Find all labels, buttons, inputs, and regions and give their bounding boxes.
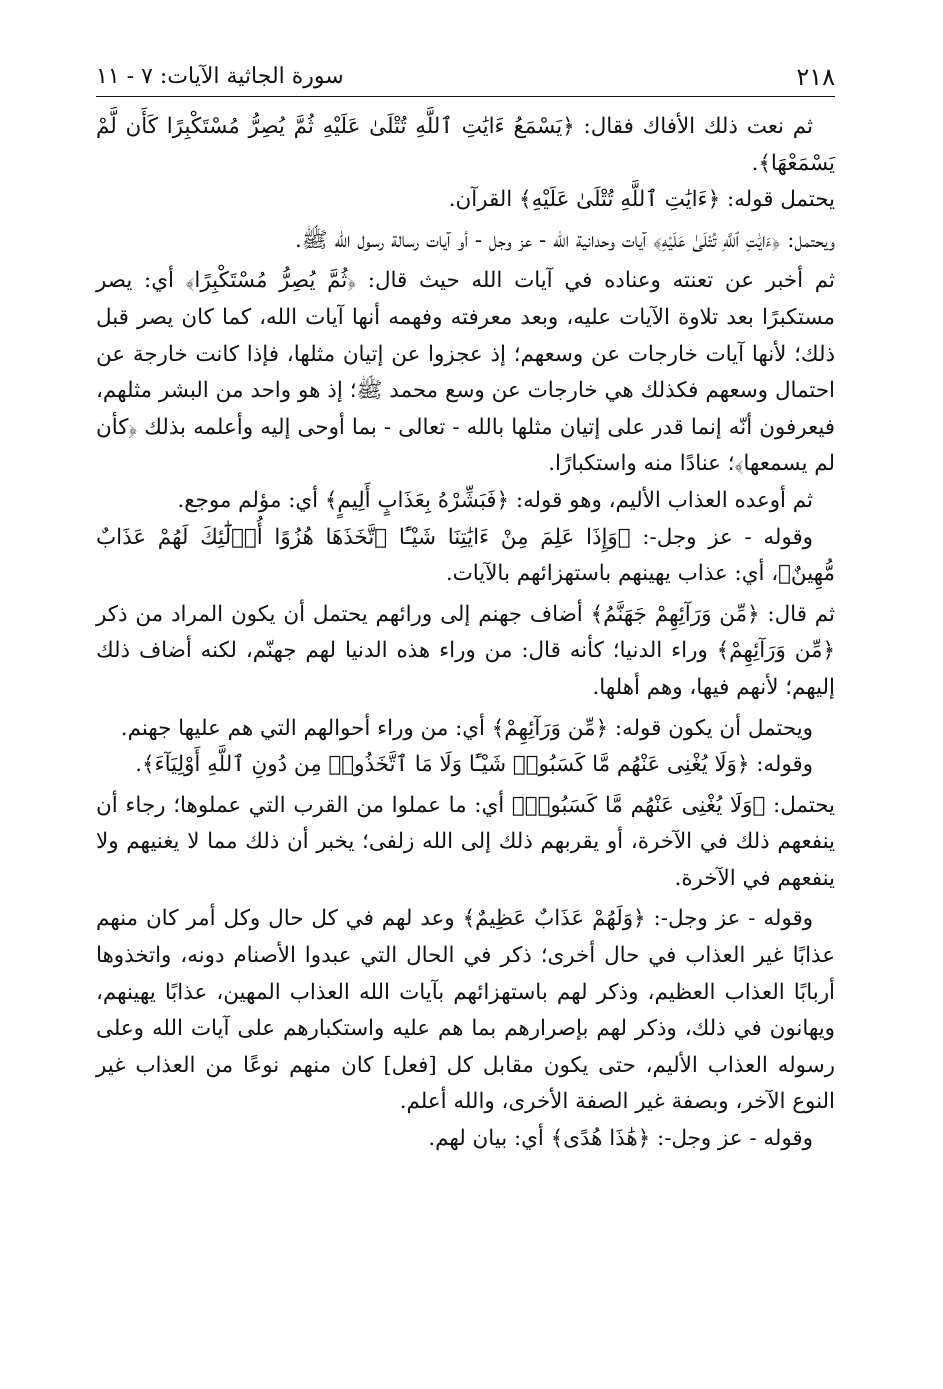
running-title: سورة الجاثية الآيات: ٧ - ١١: [96, 64, 344, 89]
page-header: [96, 58, 835, 92]
paragraph: ويحتمل أن يكون قوله: ﴿مِّن وَرَآئِهِمْ﴾ أي: من وراء أحوالهم التي هم عليها جهنم.: [120, 715, 813, 741]
paragraph: يحتمل: ﴿وَلَا يُغْنِى عَنْهُم مَّا كَسَبُوا۟﴾ أي: ما عملوا من القرب التي عملوها؛ رجاء أن ينفعهم ذلك في الآخرة، أو يقربهم ذلك إلى الله زلفى؛ يخبر أن ذلك مما لا يغنيهم ولا ينفعهم في الآخرة.: [96, 792, 835, 891]
paragraph: وقوله - عز وجل-: ﴿وَإِذَا عَلِمَ مِنْ ءَايَٰتِنَا شَيْـًٔا ٱتَّخَذَهَا هُزُوًا أُو۟لَٰٓئِكَ لَهُمْ عَذَابٌ مُّهِينٌ﴾، أي: عذاب يهينهم باستهزائهم بالآيات.: [96, 524, 835, 587]
paragraph: ثم قال: ﴿مِّن وَرَآئِهِمْ جَهَنَّمُ﴾ أضاف جهنم إلى ورائهم يحتمل أن يكون المراد من ذكر ﴿مِّن وَرَآئِهِمْ﴾ وراء الدنيا؛ كأنه قال: من وراء هذه الدنيا لهم جهنّم، لكنه أضاف ذلك إليهم؛ لأنهم فيها، وهم أهلها.: [96, 601, 835, 700]
paragraph: ويحتمل: ﴿ءَايَٰتِ ٱللَّهِ تُتْلَىٰ عَلَيْهِ﴾ آيات وحدانية الله - عز وجل - أو آيات رسالة رسول الله ﷺ.: [295, 227, 835, 253]
paragraph: ثم أخبر عن تعنته وعناده في آيات الله حيث قال: ﴿ثُمَّ يُصِرُّ مُسْتَكْبِرًا﴾ أي: يصر مستكبرًا بعد تلاوة الآيات عليه، وبعد معرفته وفهمه أنها آيات الله، كما كان يصر قبل ذلك؛ لأنها آيات خارجات عن وسعهم؛ إذ عجزوا عن إتيان مثلها، فإذا كانت خارجة عن احتمال وسعهم فكذلك هي خارجات عن وسع محمد ﷺ؛ إذ هو واحد من البشر مثلهم، فيعرفون أنّه إنما قدر على إتيان مثلها بالله - تعالى - بما أوحى إليه وأعلمه بذلك ﴿كأن لم يسمعها﴾؛ عنادًا منه واستكبارًا.: [96, 268, 836, 477]
paragraph: ثم أوعده العذاب الأليم، وهو قوله: ﴿فَبَشِّرْهُ بِعَذَابٍ أَلِيمٍ﴾ أي: مؤلم موجع.: [177, 487, 813, 513]
page-number: ٢١٨: [796, 63, 835, 91]
paragraph: ثم نعت ذلك الأفاك فقال: ﴿يَسْمَعُ ءَايَٰتِ ٱللَّهِ تُتْلَىٰ عَلَيْهِ ثُمَّ يُصِرُّ مُسْتَكْبِرًا كَأَن لَّمْ يَسْمَعْهَا﴾.: [96, 114, 835, 176]
paragraph: وقوله - عز وجل-: ﴿هَٰذَا هُدًى﴾ أي: بيان لهم.: [428, 1126, 813, 1152]
paragraph: يحتمل قوله: ﴿ءَايَٰتِ ٱللَّهِ تُتْلَىٰ عَلَيْهِ﴾ القرآن.: [448, 187, 835, 213]
paragraph: وقوله: ﴿وَلَا يُغْنِى عَنْهُم مَّا كَسَبُوا۟ شَيْـًٔا وَلَا مَا ٱتَّخَذُوا۟ مِن دُونِ ٱللَّهِ أَوْلِيَآءَ﴾.: [135, 752, 813, 778]
paragraph: وقوله - عز وجل-: ﴿وَلَهُمْ عَذَابٌ عَظِيمٌ﴾ وعد لهم في كل حال وكل أمر كان منهم عذابًا غير العذاب في حال أخرى؛ ذكر في الحال التي عبدوا الأصنام دونه، واتخذوها أربابًا العذاب العظيم، وذكر لهم باستهزائهم بآيات الله العذاب المهين، عذابًا يهينهم، ويهانون في ذلك، وذكر لهم بإصرارهم بما هم عليه واستكبارهم على آيات الله وعلى رسوله العذاب الأليم، حتى يكون مقابل كل [فعل] كان منهم نوعًا من العذاب غير النوع الآخر، وبصفة غير الصفة الأخرى، والله أعلم.: [96, 906, 835, 1115]
header-rule: [96, 96, 835, 97]
page-body: [96, 109, 835, 1158]
